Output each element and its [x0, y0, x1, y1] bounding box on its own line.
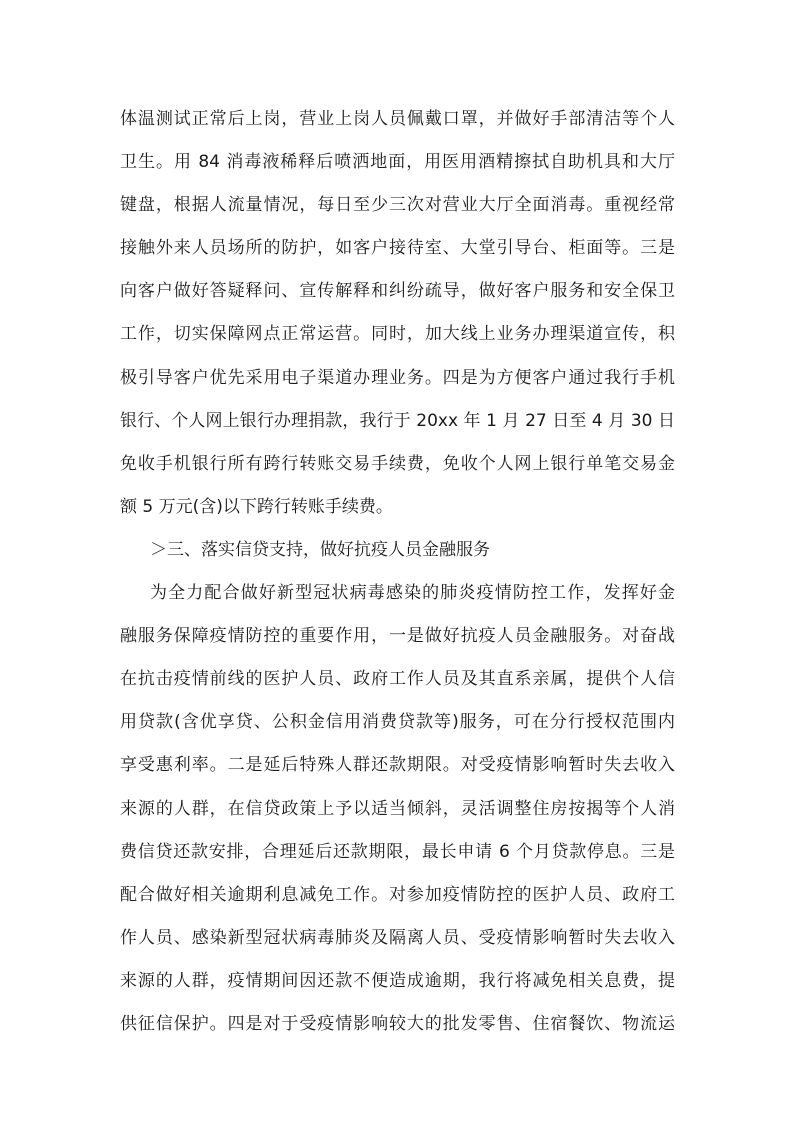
paragraph-line: 向客户做好答疑释问、宣传解释和纠纷疏导，做好客户服务和安全保卫 [120, 281, 675, 302]
paragraph-line: 享受惠利率。二是延后特殊人群还款期限。对受疫情影响暂时失去收入 [120, 755, 675, 776]
paragraph-line: 键盘，根据人流量情况，每日至少三次对营业大厅全面消毒。重视经常 [120, 195, 675, 216]
paragraph-line: 来源的人群，疫情期间因还款不便造成逾期，我行将减免相关息费，提 [120, 970, 675, 991]
paragraph-line: 接触外来人员场所的防护，如客户接待室、大堂引导台、柜面等。三是 [120, 238, 675, 259]
paragraph-line: 在抗击疫情前线的医护人员、政府工作人员及其直系亲属，提供个人信 [120, 669, 675, 690]
paragraph-line: 配合做好相关逾期利息减免工作。对参加疫情防控的医护人员、政府工 [120, 884, 675, 905]
paragraph-line: 银行、个人网上银行办理捐款，我行于 20xx 年 1 月 27 日至 4 月 30 日 [120, 410, 675, 431]
paragraph-line: 工作，切实保障网点正常运营。同时，加大线上业务办理渠道宣传，积 [120, 324, 675, 345]
section-heading: ＞三、落实信贷支持，做好抗疫人员金融服务 [150, 539, 490, 560]
body-text [120, 98, 675, 1046]
paragraph-line: 费信贷还款安排，合理延后还款期限，最长申请 6 个月贷款停息。三是 [120, 841, 675, 862]
paragraph-line: 极引导客户优先采用电子渠道办理业务。四是为方便客户通过我行手机 [120, 367, 675, 388]
paragraph-line: 作人员、感染新型冠状病毒肺炎及隔离人员、受疫情影响暂时失去收入 [120, 927, 675, 948]
paragraph-line: 来源的人群，在信贷政策上予以适当倾斜，灵活调整住房按揭等个人消 [120, 798, 675, 819]
paragraph-line: 供征信保护。四是对于受疫情影响较大的批发零售、住宿餐饮、物流运 [120, 1013, 675, 1034]
paragraph-line: 用贷款(含优享贷、公积金信用消费贷款等)服务，可在分行授权范围内 [120, 712, 675, 733]
paragraph-line: 融服务保障疫情防控的重要作用，一是做好抗疫人员金融服务。对奋战 [120, 626, 675, 647]
paragraph-line: 为全力配合做好新型冠状病毒感染的肺炎疫情防控工作，发挥好金 [150, 583, 675, 604]
paragraph-line: 免收手机银行所有跨行转账交易手续费，免收个人网上银行单笔交易金 [120, 453, 675, 474]
paragraph-line: 卫生。用 84 消毒液稀释后喷洒地面，用医用酒精擦拭自助机具和大厅 [120, 152, 675, 173]
paragraph-line: 额 5 万元(含)以下跨行转账手续费。 [120, 496, 393, 517]
paragraph-line: 体温测试正常后上岗，营业上岗人员佩戴口罩，并做好手部清洁等个人 [120, 109, 675, 129]
